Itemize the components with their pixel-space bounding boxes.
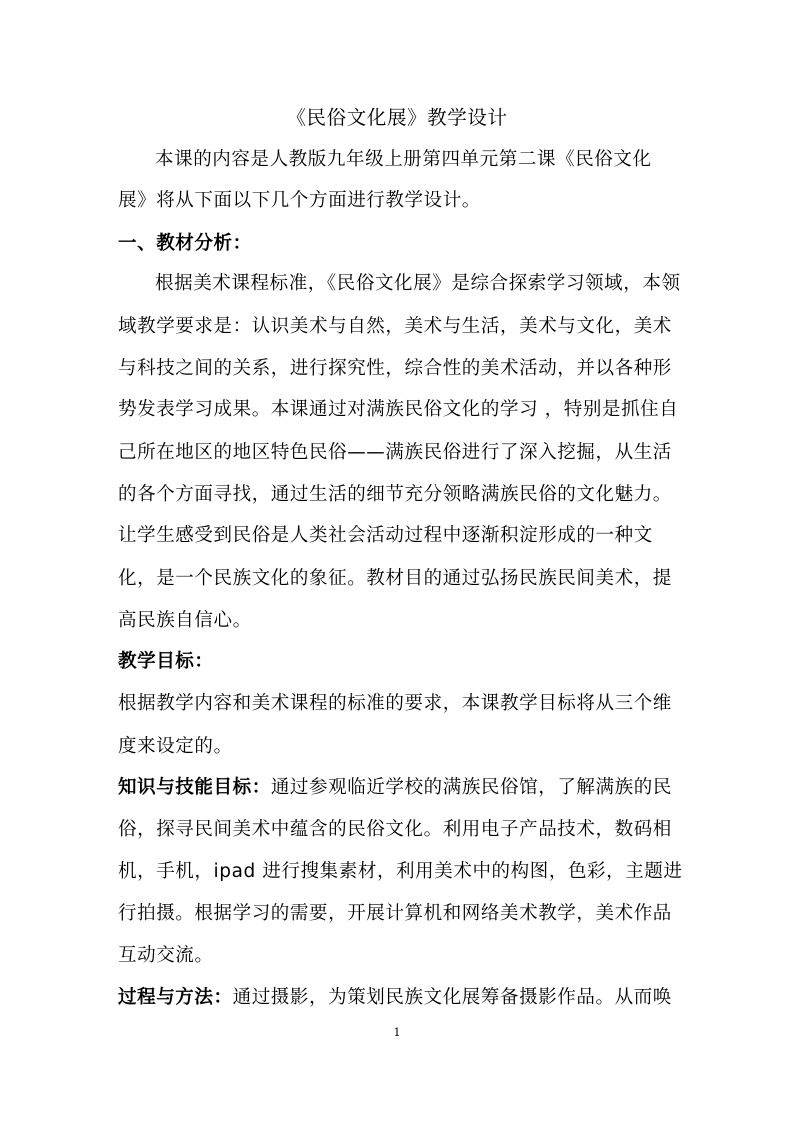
paragraph-line: 势发表学习成果。本课通过对满族民俗文化的学习 ，特别是抓住自 [118, 399, 679, 420]
process-goal-line [118, 986, 672, 1010]
paragraph-line: 机，手机，ipad 进行搜集素材，利用美术中的构图，色彩，主题进 [118, 861, 683, 882]
paragraph-line: 的各个方面寻找，通过生活的细节充分领略满族民俗的文化魅力。 [118, 484, 672, 505]
process-goal-label: 过程与方法： [118, 987, 233, 1008]
section-heading-teaching-goals: 教学目标： [118, 651, 214, 672]
knowledge-goal-text: 通过参观临近学校的满族民俗馆，了解满族的民 [270, 777, 672, 798]
page-number: 1 [393, 1026, 401, 1039]
paragraph-line: 化，是一个民族文化的象征。教材目的通过弘扬民族民间美术，提 [118, 568, 672, 589]
knowledge-goal-label: 知识与技能目标： [118, 777, 271, 798]
paragraph-line: 域教学要求是：认识美术与自然，美术与生活，美术与文化，美术 [118, 316, 672, 337]
paragraph-line: 高民族自信心。 [118, 610, 252, 631]
paragraph-line: 俗，探寻民间美术中蕴含的民俗文化。利用电子产品技术，数码相 [118, 819, 672, 840]
paragraph-line: 根据教学内容和美术课程的标准的要求，本课教学目标将从三个维 [118, 693, 672, 714]
paragraph-line: 己所在地区的地区特色民俗——满族民俗进行了深入挖掘，从生活 [118, 442, 672, 463]
section-heading-textbook-analysis: 一、教材分析： [118, 233, 252, 254]
intro-line-2: 展》将从下面以下几个方面进行教学设计。 [118, 190, 481, 211]
paragraph-line: 与科技之间的关系，进行探究性，综合性的美术活动，并以各种形 [118, 358, 672, 379]
paragraph-line: 根据美术课程标准，《民俗文化展》是综合探索学习领域，本领 [155, 273, 681, 294]
paragraph-line: 行拍摄。根据学习的需要，开展计算机和网络美术教学，美术作品 [118, 903, 672, 924]
intro-line-1: 本课的内容是人教版九年级上册第四单元第二课《民俗文化 [155, 149, 652, 170]
process-goal-text: 通过摄影，为策划民族文化展筹备摄影作品。从而唤 [232, 987, 672, 1008]
paragraph-line: 让学生感受到民俗是人类社会活动过程中逐渐积淀形成的一种文 [118, 525, 653, 546]
knowledge-goal-line [118, 776, 672, 800]
paragraph-line: 度来设定的。 [118, 736, 233, 757]
document-title: 《民俗文化展》教学设计 [286, 106, 508, 129]
paragraph-line: 互动交流。 [118, 945, 214, 966]
